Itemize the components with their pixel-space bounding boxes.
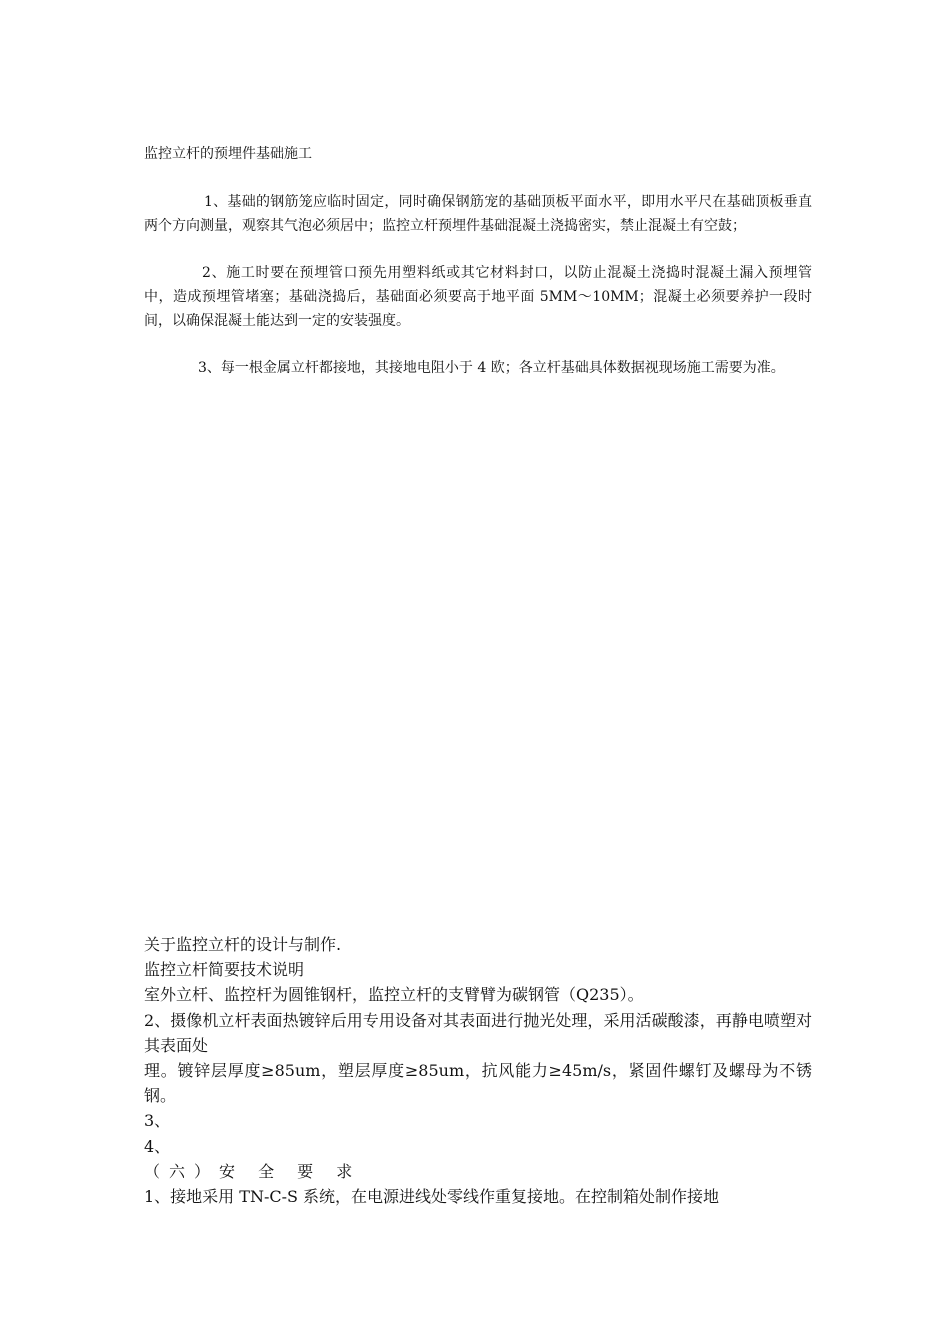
tech-notes-heading: 监控立杆简要技术说明 [144, 960, 305, 980]
spec-line-coating: 2、摄像机立杆表面热镀锌后用专用设备对其表面进行抛光处理，采用活碳酸漆，再静电喷塑对其表面处 [144, 1010, 812, 1055]
design-heading: 关于监控立杆的设计与制作. [144, 935, 342, 954]
design-section [144, 932, 812, 1209]
spec-item-3: 3、 [144, 1111, 171, 1131]
section-title: 监控立杆的预埋件基础施工 [144, 146, 312, 162]
spec-line-material: 室外立杆、监控杆为圆锥钢杆，监控立杆的支臂臂为碳钢管（Q235）。 [144, 985, 644, 1005]
foundation-section [144, 142, 812, 403]
spec-line-thickness: 理。镀锌层厚度≥85um，塑层厚度≥85um，抗风能力≥45m/s，紧固件螺钉及螺母为不锈钢。 [144, 1061, 812, 1106]
paragraph-2: 2、施工时要在预埋管口预先用塑料纸或其它材料封口，以防止混凝土浇捣时混凝土漏入预埋管中，造成预埋管堵塞；基础浇捣后，基础面必须要高于地平面 5MM～10MM；混凝土必须要养护一段时间，以确保混凝土能达到一定的安装强度。 [144, 265, 812, 329]
safety-item-1: 1、接地采用 TN-C-S 系统，在电源进线处零线作重复接地。在控制箱处制作接地 [144, 1187, 720, 1207]
paragraph-1: 1、基础的钢筋笼应临时固定，同时确保钢筋宠的基础顶板平面水平，即用水平尺在基础顶板垂直两个方向测量，观察其气泡必须居中；监控立杆预埋件基础混凝土浇捣密实，禁止混凝土有空鼓； [144, 194, 812, 234]
safety-heading: （六）安 全 要 求 [144, 1161, 362, 1181]
spec-item-4: 4、 [144, 1136, 171, 1156]
paragraph-3: 3、每一根金属立杆都接地，其接地电阻小于 4 欧；各立杆基础具体数据视现场施工需要为准。 [198, 360, 785, 376]
